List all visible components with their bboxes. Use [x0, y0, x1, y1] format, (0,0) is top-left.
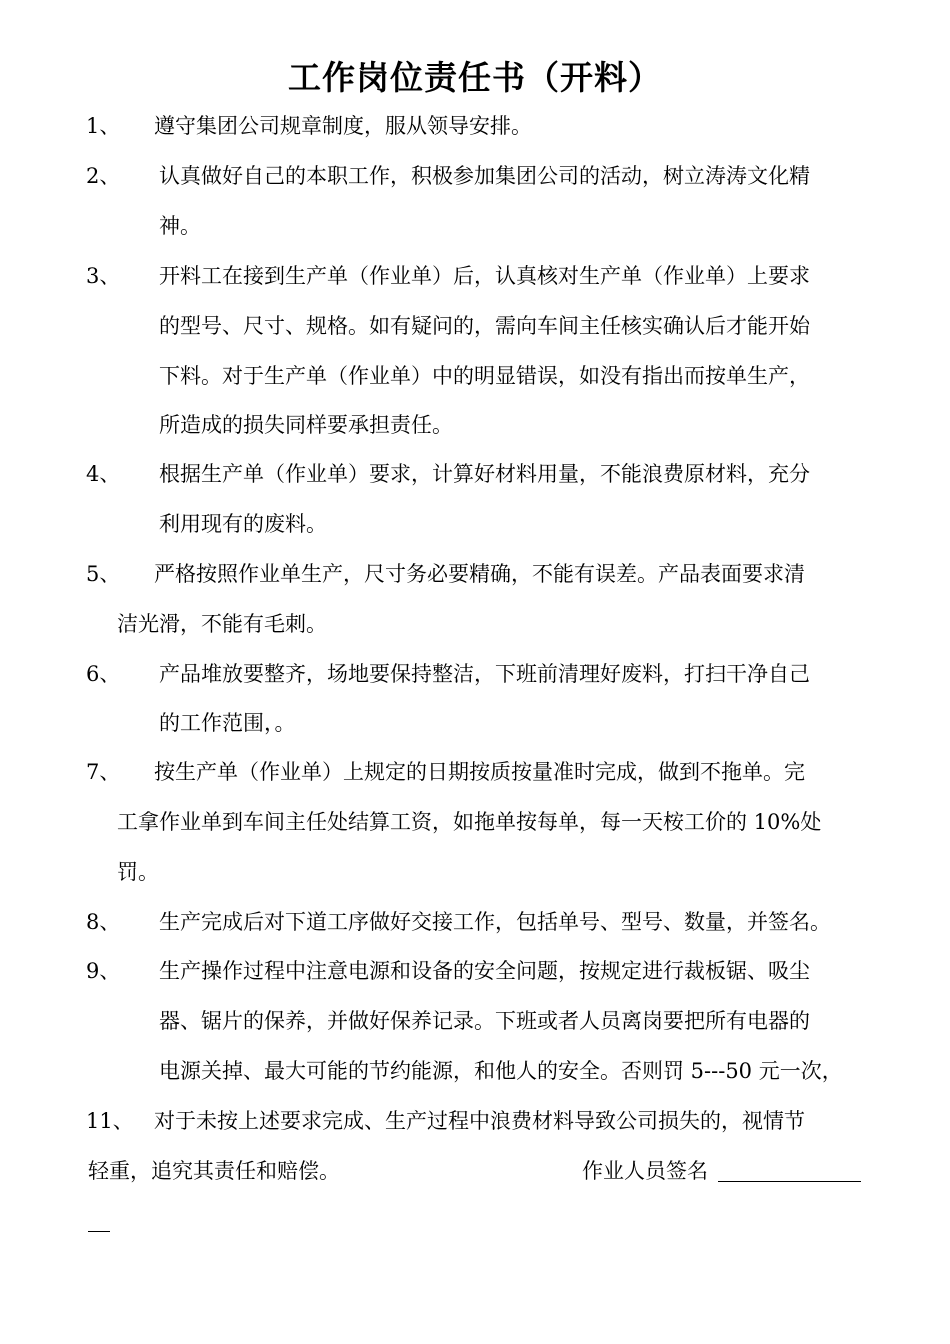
item-text: 开料工在接到生产单（作业单）后，认真核对生产单（作业单）上要求 [159, 264, 810, 288]
item-text: 下料。对于生产单（作业单）中的明显错误，如没有指出而按单生产， [159, 364, 810, 388]
list-item-continuation [0, 301, 950, 351]
list-item [0, 747, 950, 797]
item-text: 生产操作过程中注意电源和设备的安全问题，按规定进行裁板锯、吸尘 [159, 959, 810, 983]
list-item-continuation [0, 1146, 950, 1196]
list-item-continuation [0, 1046, 950, 1096]
item-text: 按生产单（作业单）上规定的日期按质按量准时完成，做到不拖单。完 [154, 760, 805, 784]
item-number: 1、 [86, 114, 121, 138]
item-number: 2、 [86, 164, 121, 188]
list-item-continuation [0, 201, 950, 251]
list-item-continuation [0, 847, 950, 897]
item-text: 工拿作业单到车间主任处结算工资，如拖单按每单，每一天桉工价的 10%处 [117, 810, 822, 834]
item-number: 11、 [86, 1109, 134, 1133]
list-item-continuation [0, 698, 950, 748]
list-item [0, 449, 950, 499]
list-item [0, 251, 950, 301]
list-item [0, 549, 950, 599]
signature-line-continuation [0, 1196, 950, 1246]
list-item-continuation [0, 351, 950, 401]
item-text: 神。 [159, 214, 201, 238]
list-item-continuation [0, 400, 950, 450]
list-item-continuation [0, 499, 950, 549]
item-number: 7、 [86, 760, 121, 784]
item-number: 5、 [86, 562, 121, 586]
item-text: 严格按照作业单生产，尺寸务必要精确，不能有误差。产品表面要求清 [154, 562, 805, 586]
item-number: 8、 [86, 910, 121, 934]
item-text: 对于未按上述要求完成、生产过程中浪费材料导致公司损失的，视情节 [154, 1109, 805, 1133]
list-item [0, 151, 950, 201]
signature-field[interactable] [718, 1181, 861, 1182]
item-text: 根据生产单（作业单）要求，计算好材料用量，不能浪费原材料，充分 [159, 462, 810, 486]
item-text: 认真做好自己的本职工作，积极参加集团公司的活动，树立涛涛文化精 [159, 164, 810, 188]
document-title: 工作岗位责任书（开料） [288, 58, 662, 97]
list-item [0, 946, 950, 996]
list-item [0, 897, 950, 947]
list-item-continuation [0, 797, 950, 847]
item-number: 9、 [86, 959, 121, 983]
list-item [0, 649, 950, 699]
item-text: 的工作范围，。 [159, 711, 296, 735]
list-item-continuation [0, 996, 950, 1046]
signature-label: 作业人员签名 [582, 1159, 708, 1183]
item-number: 3、 [86, 264, 121, 288]
list-item-continuation [0, 599, 950, 649]
item-text: 产品堆放要整齐，场地要保持整洁，下班前清理好废料，打扫干净自己 [159, 662, 810, 686]
item-text: 生产完成后对下道工序做好交接工作，包括单号、型号、数量，并签名。 [159, 910, 831, 934]
signature-line-tail [88, 1231, 110, 1232]
item-text: 器、锯片的保养，并做好保养记录。下班或者人员离岗要把所有电器的 [159, 1009, 810, 1033]
item-text: 遵守集团公司规章制度，服从领导安排。 [154, 114, 532, 138]
list-item [0, 1096, 950, 1146]
item-text: 轻重，追究其责任和赔偿。 [88, 1159, 340, 1183]
item-text: 的型号、尺寸、规格。如有疑问的，需向车间主任核实确认后才能开始 [159, 314, 810, 338]
item-text: 罚。 [117, 860, 159, 884]
item-text: 利用现有的废料。 [159, 512, 327, 536]
item-text: 洁光滑，不能有毛刺。 [117, 612, 327, 636]
item-text: 所造成的损失同样要承担责任。 [159, 413, 453, 437]
item-text: 电源关掉、最大可能的节约能源，和他人的安全。否则罚 5---50 元一次， [159, 1059, 843, 1083]
item-number: 4、 [86, 462, 121, 486]
list-item [0, 101, 950, 151]
item-number: 6、 [86, 662, 121, 686]
